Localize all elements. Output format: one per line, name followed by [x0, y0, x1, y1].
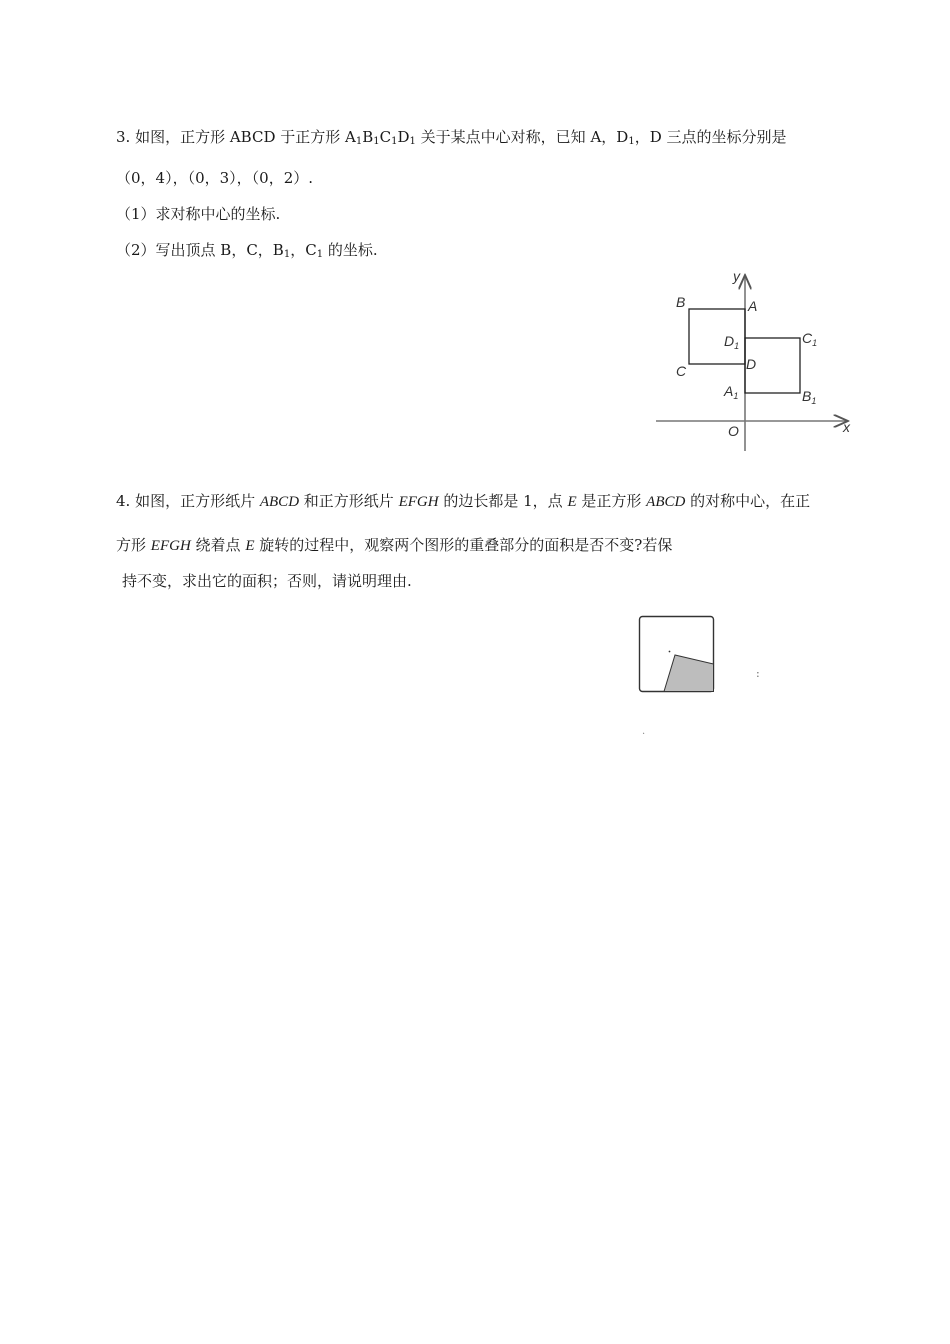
y-axis-label: y [733, 268, 740, 284]
square-abcd [689, 309, 745, 364]
q3-statement-line-2: （0，4），（0，3），（0，2）. [116, 169, 314, 187]
q3-part-1: （1）求对称中心的坐标. [116, 205, 281, 223]
label-b: B [676, 294, 686, 310]
figure2-side-mark: : [756, 667, 760, 680]
overlapping-squares-figure [636, 613, 720, 697]
q4-statement-line-1: 4. 如图，正方形纸片 ABCD 和正方形纸片 EFGH 的边长都是 1，点 E 是正方形 ABCD 的对称中心，在正 [116, 492, 811, 510]
center-point-e [669, 651, 671, 653]
q4-statement-line-3: 持不变，求出它的面积；否则，请说明理由. [122, 572, 412, 590]
label-c: C [676, 363, 687, 379]
x-axis-label: x [843, 419, 850, 435]
q4-statement-line-2: 方形 EFGH 绕着点 E 旋转的过程中，观察两个图形的重叠部分的面积是否不变?若保 [116, 536, 673, 554]
label-a1: $A_1$ [724, 383, 739, 401]
coordinate-squares-figure [650, 265, 860, 460]
label-c1: $C_1$ [802, 330, 818, 348]
origin-label: O [728, 423, 739, 439]
q3-statement-line-1: 3. 如图，正方形 ABCD 于正方形 $A_1B_1C_1D_1$ 关于某点中心对称，已知 A，$D_1$，D 三点的坐标分别是 [116, 128, 787, 147]
label-a: A [748, 298, 758, 314]
q3-part-2: （2）写出顶点 B，C，$B_1$，$C_1$ 的坐标. [116, 241, 378, 260]
label-b1: $B_1$ [802, 388, 817, 406]
label-d: D [746, 356, 757, 372]
figure2-bottom-mark: . [642, 726, 646, 737]
label-d1: $D_1$ [724, 333, 740, 351]
